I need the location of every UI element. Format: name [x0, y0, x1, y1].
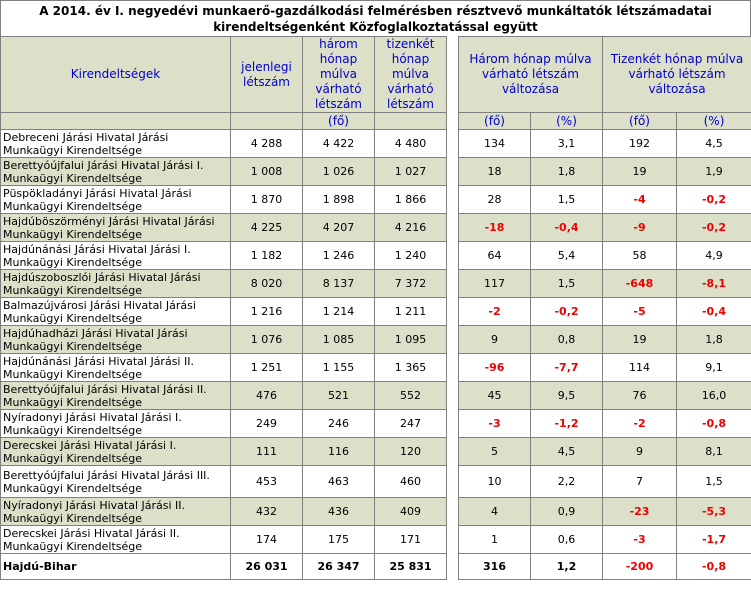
change-3-count: 5 [459, 438, 531, 466]
three-months: 116 [303, 438, 375, 466]
change-3-count: 316 [459, 554, 531, 580]
office-name: Balmazújvárosi Járási Hivatal Járási Munkaügyi Kirendeltsége [1, 298, 231, 326]
change-3-pct: 1,5 [531, 186, 603, 214]
change-3-pct: 5,4 [531, 242, 603, 270]
unit-blank [1, 113, 231, 130]
unit-blank [375, 113, 447, 130]
change-3-pct: -1,2 [531, 410, 603, 438]
change-12-count: 19 [603, 326, 677, 354]
change-3-count: 45 [459, 382, 531, 410]
change-3-pct: 0,6 [531, 526, 603, 554]
current: 453 [231, 466, 303, 498]
title-line-1: A 2014. év I. negyedévi munkaerő-gazdálkodási felmérésben résztvevő munkáltatók létszámadatai [39, 4, 712, 18]
change-3-pct: 1,8 [531, 158, 603, 186]
change-3-count: 18 [459, 158, 531, 186]
current: 174 [231, 526, 303, 554]
table-row [1, 382, 751, 410]
three-months: 1 898 [303, 186, 375, 214]
spacer [447, 466, 459, 498]
office-name: Hajdúnánási Járási Hivatal Járási II. Munkaügyi Kirendeltsége [1, 354, 231, 382]
change-3-pct: 0,9 [531, 498, 603, 526]
change-3-pct: 1,2 [531, 554, 603, 580]
office-name: Hajdúnánási Járási Hivatal Járási I. Munkaügyi Kirendeltsége [1, 242, 231, 270]
change-3-count: 64 [459, 242, 531, 270]
change-12-count: 58 [603, 242, 677, 270]
twelve-months: 1 240 [375, 242, 447, 270]
change-12-count: -4 [603, 186, 677, 214]
twelve-months: 1 365 [375, 354, 447, 382]
change-12-count: 9 [603, 438, 677, 466]
spacer [447, 113, 459, 130]
change-3-count: -96 [459, 354, 531, 382]
twelve-months: 171 [375, 526, 447, 554]
office-name: Derecskei Járási Hivatal Járási I. Munkaügyi Kirendeltsége [1, 438, 231, 466]
spacer [447, 37, 459, 113]
twelve-months: 25 831 [375, 554, 447, 580]
table-row [1, 526, 751, 554]
three-months: 4 207 [303, 214, 375, 242]
three-months: 4 422 [303, 130, 375, 158]
office-name: Berettyóújfalui Járási Hivatal Járási III. Munkaügyi Kirendeltsége [1, 466, 231, 498]
spacer [447, 298, 459, 326]
table-row [1, 270, 751, 298]
spacer [447, 382, 459, 410]
office-name: Berettyóújfalui Járási Hivatal Járási I. Munkaügyi Kirendeltsége [1, 158, 231, 186]
current: 432 [231, 498, 303, 526]
twelve-months: 1 027 [375, 158, 447, 186]
change-3-count: 9 [459, 326, 531, 354]
change-12-pct: -5,3 [677, 498, 751, 526]
twelve-months: 552 [375, 382, 447, 410]
total-row [1, 554, 751, 580]
spacer [447, 498, 459, 526]
change-3-pct: 3,1 [531, 130, 603, 158]
twelve-months: 460 [375, 466, 447, 498]
office-name: Berettyóújfalui Járási Hivatal Járási II. Munkaügyi Kirendeltsége [1, 382, 231, 410]
change-12-pct: 16,0 [677, 382, 751, 410]
change-12-count: -200 [603, 554, 677, 580]
office-name: Derecskei Járási Hivatal Járási II. Munkaügyi Kirendeltsége [1, 526, 231, 554]
office-name: Hajdúhadházi Járási Hivatal Járási Munkaügyi Kirendeltsége [1, 326, 231, 354]
change-12-count: -5 [603, 298, 677, 326]
change-12-pct: -0,4 [677, 298, 751, 326]
three-months: 1 155 [303, 354, 375, 382]
office-name: Nyíradonyi Járási Hivatal Járási II. Munkaügyi Kirendeltsége [1, 498, 231, 526]
twelve-months: 7 372 [375, 270, 447, 298]
change-12-pct: -0,2 [677, 186, 751, 214]
spacer [447, 130, 459, 158]
change-12-pct: 4,5 [677, 130, 751, 158]
unit-pct: (%) [531, 113, 603, 130]
header-current: jelenlegi létszám [231, 37, 303, 113]
staffing-table [0, 36, 751, 580]
change-3-count: 28 [459, 186, 531, 214]
change-3-count: 1 [459, 526, 531, 554]
table-row [1, 242, 751, 270]
current: 1 008 [231, 158, 303, 186]
twelve-months: 1 866 [375, 186, 447, 214]
change-12-pct: -0,8 [677, 410, 751, 438]
unit-fo: (fő) [459, 113, 531, 130]
change-12-count: 76 [603, 382, 677, 410]
spacer [447, 410, 459, 438]
current: 1 076 [231, 326, 303, 354]
current: 1 216 [231, 298, 303, 326]
change-3-pct: 2,2 [531, 466, 603, 498]
header-change-12: Tizenkét hónap múlva várható létszám változása [603, 37, 751, 113]
change-3-pct: 4,5 [531, 438, 603, 466]
header-twelve-months: tizenkét hónap múlva várható létszám [375, 37, 447, 113]
change-3-pct: -7,7 [531, 354, 603, 382]
change-12-pct: 1,5 [677, 466, 751, 498]
table-row [1, 186, 751, 214]
spacer [447, 554, 459, 580]
change-12-pct: 4,9 [677, 242, 751, 270]
change-3-pct: -0,4 [531, 214, 603, 242]
change-12-pct: -0,8 [677, 554, 751, 580]
three-months: 1 246 [303, 242, 375, 270]
twelve-months: 409 [375, 498, 447, 526]
spacer [447, 186, 459, 214]
three-months: 1 085 [303, 326, 375, 354]
change-12-count: -23 [603, 498, 677, 526]
twelve-months: 4 480 [375, 130, 447, 158]
three-months: 175 [303, 526, 375, 554]
change-3-count: -3 [459, 410, 531, 438]
three-months: 463 [303, 466, 375, 498]
change-3-count: 117 [459, 270, 531, 298]
office-name: Hajdúböszörményi Járási Hivatal Járási Munkaügyi Kirendeltsége [1, 214, 231, 242]
change-12-pct: -8,1 [677, 270, 751, 298]
table-row [1, 214, 751, 242]
header-three-months: három hónap múlva várható létszám [303, 37, 375, 113]
current: 1 182 [231, 242, 303, 270]
unit-pct: (%) [677, 113, 751, 130]
spacer [447, 214, 459, 242]
three-months: 1 026 [303, 158, 375, 186]
spacer [447, 158, 459, 186]
table-row [1, 354, 751, 382]
change-12-pct: -0,2 [677, 214, 751, 242]
change-3-count: 134 [459, 130, 531, 158]
change-12-pct: 9,1 [677, 354, 751, 382]
twelve-months: 1 211 [375, 298, 447, 326]
current: 249 [231, 410, 303, 438]
change-12-count: -3 [603, 526, 677, 554]
units-row [1, 113, 751, 130]
change-3-count: -18 [459, 214, 531, 242]
office-name: Nyíradonyi Járási Hivatal Járási I. Munkaügyi Kirendeltsége [1, 410, 231, 438]
table-row [1, 498, 751, 526]
change-12-pct: 1,9 [677, 158, 751, 186]
change-3-count: -2 [459, 298, 531, 326]
table-row [1, 410, 751, 438]
current: 111 [231, 438, 303, 466]
spacer [447, 438, 459, 466]
spacer [447, 270, 459, 298]
office-name: Hajdú-Bihar [1, 554, 231, 580]
table-title [0, 0, 751, 36]
three-months: 8 137 [303, 270, 375, 298]
change-12-count: 192 [603, 130, 677, 158]
twelve-months: 1 095 [375, 326, 447, 354]
current: 26 031 [231, 554, 303, 580]
table-row [1, 466, 751, 498]
change-3-count: 4 [459, 498, 531, 526]
office-name: Hajdúszoboszlói Járási Hivatal Járási Munkaügyi Kirendeltsége [1, 270, 231, 298]
current: 4 225 [231, 214, 303, 242]
change-12-count: 114 [603, 354, 677, 382]
table-row [1, 298, 751, 326]
title-line-2: kirendeltségenként Közfoglalkoztatással együtt [213, 20, 538, 34]
table-row [1, 438, 751, 466]
change-3-pct: -0,2 [531, 298, 603, 326]
header-change-3: Három hónap múlva várható létszám változása [459, 37, 603, 113]
spacer [447, 326, 459, 354]
three-months: 1 214 [303, 298, 375, 326]
change-3-pct: 1,5 [531, 270, 603, 298]
table-row [1, 326, 751, 354]
change-3-pct: 0,8 [531, 326, 603, 354]
current: 1 251 [231, 354, 303, 382]
three-months: 521 [303, 382, 375, 410]
change-12-pct: 8,1 [677, 438, 751, 466]
twelve-months: 120 [375, 438, 447, 466]
change-12-count: -2 [603, 410, 677, 438]
current: 4 288 [231, 130, 303, 158]
change-12-count: 19 [603, 158, 677, 186]
change-12-pct: -1,7 [677, 526, 751, 554]
table-row [1, 130, 751, 158]
unit-fo: (fő) [603, 113, 677, 130]
change-3-count: 10 [459, 466, 531, 498]
header-office: Kirendeltségek [1, 37, 231, 113]
table-row [1, 158, 751, 186]
twelve-months: 4 216 [375, 214, 447, 242]
spacer [447, 354, 459, 382]
current: 8 020 [231, 270, 303, 298]
header-row [1, 37, 751, 113]
three-months: 246 [303, 410, 375, 438]
office-name: Püspökladányi Járási Hivatal Járási Munkaügyi Kirendeltsége [1, 186, 231, 214]
change-12-count: 7 [603, 466, 677, 498]
change-3-pct: 9,5 [531, 382, 603, 410]
change-12-count: -9 [603, 214, 677, 242]
unit-blank [231, 113, 303, 130]
current: 1 870 [231, 186, 303, 214]
change-12-count: -648 [603, 270, 677, 298]
twelve-months: 247 [375, 410, 447, 438]
spacer [447, 242, 459, 270]
current: 476 [231, 382, 303, 410]
three-months: 26 347 [303, 554, 375, 580]
change-12-pct: 1,8 [677, 326, 751, 354]
three-months: 436 [303, 498, 375, 526]
office-name: Debreceni Járási Hivatal Járási Munkaügyi Kirendeltsége [1, 130, 231, 158]
unit-fo: (fő) [303, 113, 375, 130]
spacer [447, 526, 459, 554]
